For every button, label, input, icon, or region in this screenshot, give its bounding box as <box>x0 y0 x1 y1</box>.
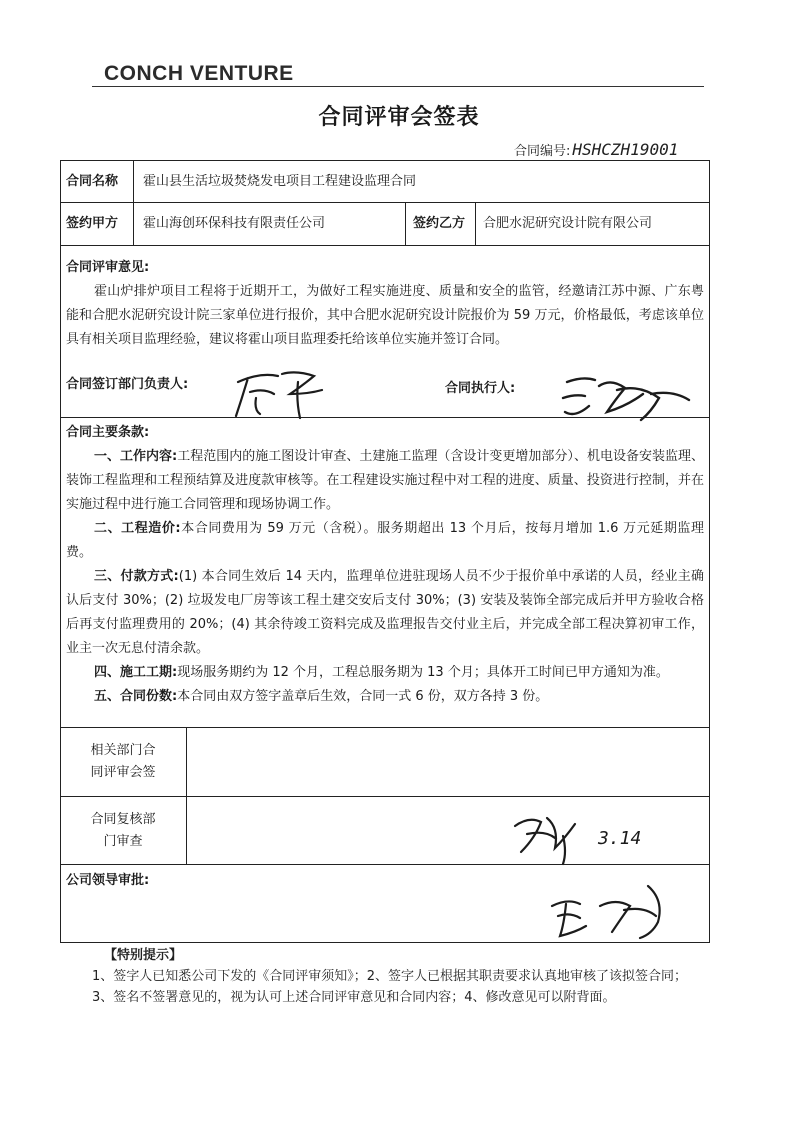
row-divider <box>60 864 710 865</box>
party-a-value: 霍山海创环保科技有限责任公司 <box>143 216 326 231</box>
term-head: 四、施工工期: <box>94 665 178 680</box>
related-dept-label: 相关部门合同评审会签 <box>90 743 156 780</box>
column-divider <box>405 202 406 245</box>
contract-number-value: HSHCZH19001 <box>572 140 679 159</box>
contract-name-value: 霍山县生活垃圾焚烧发电项目工程建设监理合同 <box>143 174 417 189</box>
column-divider <box>475 202 476 245</box>
contract-number-label: 合同编号: <box>514 144 571 159</box>
row-divider <box>60 727 710 728</box>
term-text: (1) 本合同生效后 14 天内，监理单位进驻现场人员不少于报价单中承诺的人员，经业主确认后支付 30%；(2) 垃圾发电厂房等该工程土建交安后支付 30%；(3) 安装及装饰全部完成后并甲方验收合格后再支付监理费用的 20%；(4) 其余待竣工资料完成及监理报告交付业主后，并完成全部工程决算初审工作，业主一次无息付清余款。 <box>66 569 704 656</box>
term-item <box>66 445 704 517</box>
column-divider <box>186 727 187 864</box>
contract-number <box>514 140 678 159</box>
leader-signature <box>540 876 680 946</box>
term-text: 本合同由双方签字盖章后生效，合同一式 6 份，双方各持 3 份。 <box>177 689 549 704</box>
term-head: 五、合同份数: <box>94 689 178 704</box>
column-divider <box>133 160 134 245</box>
dept-head-signature <box>230 364 330 422</box>
special-tips <box>92 945 692 1008</box>
review-heading: 合同评审意见: <box>66 260 150 275</box>
row-divider <box>60 202 710 203</box>
dept-head-label: 合同签订部门负责人: <box>66 377 189 392</box>
leader-approval-label: 公司领导审批: <box>66 873 150 888</box>
recheck-date: 3.14 <box>598 828 642 849</box>
party-b-label: 签约乙方 <box>413 216 466 231</box>
company-logo: CONCH VENTURE <box>104 62 294 85</box>
row-divider <box>60 245 710 246</box>
party-a-label: 签约甲方 <box>66 216 119 231</box>
term-text: 现场服务期约为 12 个月，工程总服务期为 13 个月；具体开工时间已甲方通知为准。 <box>177 665 669 680</box>
terms-heading: 合同主要条款: <box>66 425 150 440</box>
header-rule <box>92 86 704 87</box>
tips-text: 1、签字人已知悉公司下发的《合同评审须知》；2、签字人已根据其职责要求认真地审核了该拟签合同；3、签名不签署意见的，视为认可上述合同评审意见和合同内容；4、修改意见可以附背面。 <box>92 969 688 1005</box>
term-text: 工程范围内的施工图设计审查、土建施工监理（含设计变更增加部分）、机电设备安装监理、装饰工程监理和工程预结算及进度款审核等。在工程建设实施过程中对工程的进度、质量、投资进行控制，并在实施过程中进行施工合同管理和现场协调工作。 <box>66 449 704 512</box>
recheck-dept-label: 合同复核部门审查 <box>90 812 156 849</box>
tips-title: 【特别提示】 <box>104 948 183 963</box>
term-item <box>66 517 704 565</box>
executor-signature <box>555 372 705 427</box>
contract-name-label: 合同名称 <box>66 174 119 189</box>
term-item <box>66 685 704 709</box>
term-head: 三、付款方式: <box>94 569 179 584</box>
term-item <box>66 661 704 685</box>
review-section <box>66 256 704 352</box>
term-text: 本合同费用为 59 万元（含税）。服务期超出 13 个月后，按每月增加 1.6 万元延期监理费。 <box>66 521 704 560</box>
term-item <box>66 565 704 661</box>
row-divider <box>60 796 710 797</box>
executor-label: 合同执行人: <box>445 381 516 396</box>
recheck-signature <box>505 808 595 868</box>
party-b-value: 合肥水泥研究设计院有限公司 <box>483 216 653 231</box>
page-title: 合同评审会签表 <box>318 105 480 130</box>
terms-section <box>66 421 704 709</box>
review-text: 霍山炉排炉项目工程将于近期开工，为做好工程实施进度、质量和安全的监管，经邀请江苏中源、广东粤能和合肥水泥研究设计院三家单位进行报价，其中合肥水泥研究设计院报价为 59 万元，价格最低，考虑该单位具有相关项目监理经验，建议将霍山项目监理委托给该单位实施并签订合同。 <box>66 284 704 347</box>
term-head: 一、工作内容: <box>94 449 178 464</box>
term-head: 二、工程造价: <box>94 521 181 536</box>
